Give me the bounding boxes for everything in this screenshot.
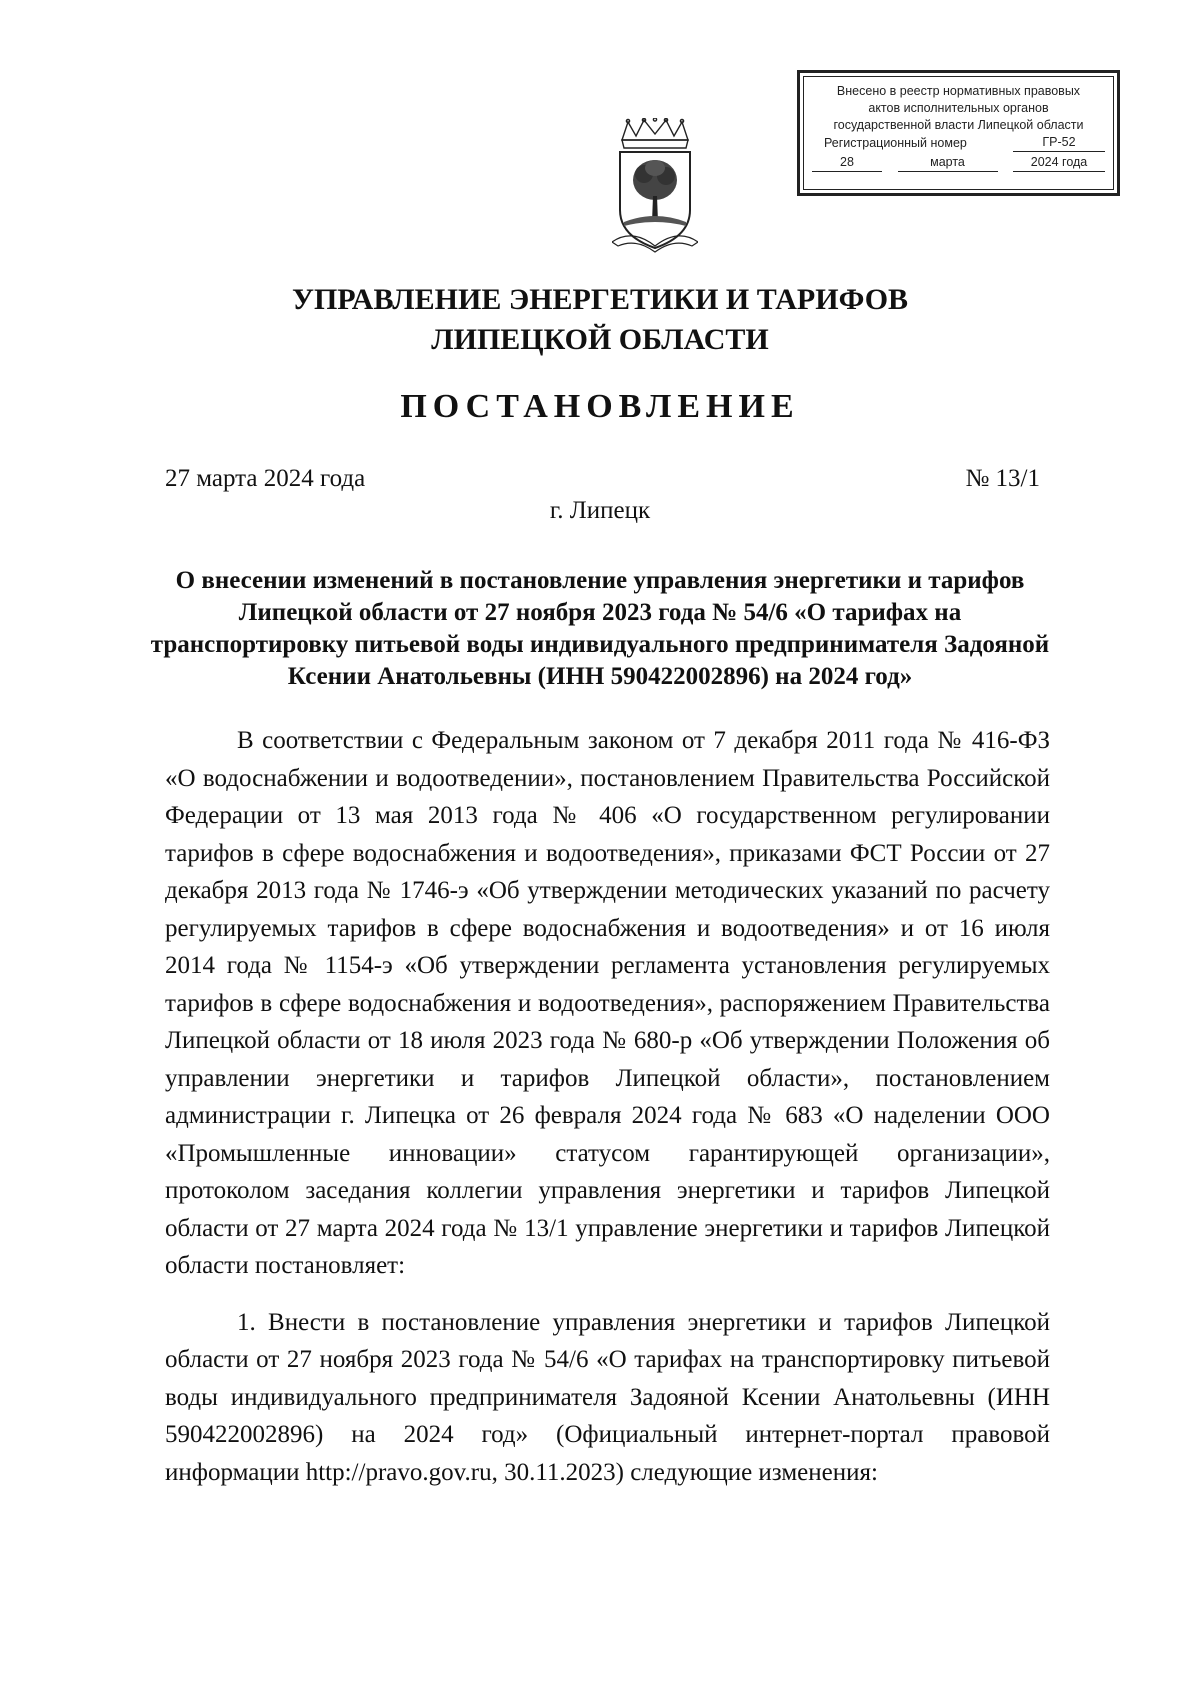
stamp-day: 28 <box>812 154 882 172</box>
document-title: О внесении изменений в постановление управления энергетики и тарифов Липецкой области от 27 ноября 2023 года № 54/6 «О тарифах на транспортировку питьевой воды индивидуального предпринимателя Задояной Ксении Анатольевны (ИНН 590422002896) на 2024 год» <box>150 567 1050 690</box>
document-type: ПОСТАНОВЛЕНИЕ <box>400 388 800 425</box>
body-paragraph-1: В соответствии с Федеральным законом от 7 декабря 2011 года № 416-ФЗ «О водоснабжении и водоотведении», постановлением Правительства Российской Федерации от 13 мая 2013 года № 406 «О государственном регулировании тарифов в сфере водоснабжения и водоотведения», приказами ФСТ России от 27 декабря 2013 года № 1746-э «Об утверждении методических указаний по расчету регулируемых тарифов в сфере водоснабжения и водоотведения» и от 16 июля 2014 года № 1154-э «Об утверждении регламента установления регулируемых тарифов в сфере водоснабжения и водоотведения», распоряжением Правительства Липецкой области от 18 июля 2023 года № 680-р «Об утверждении Положения об управлении энергетики и тарифов Липецкой области», постановлением администрации г. Липецка от 26 февраля 2024 года № 683 «О наделении ООО «Промышленные инновации» статусом гарантирующей организации», протоколом заседания коллегии управления энергетики и тарифов Липецкой области от 27 марта 2024 года № 13/1 управление энергетики и тарифов Липецкой области постановляет: <box>165 727 1050 1279</box>
organization-name-line-1: УПРАВЛЕНИЕ ЭНЕРГЕТИКИ И ТАРИФОВ <box>291 283 909 316</box>
stamp-reg-row <box>812 134 1105 152</box>
document-number: № 13/1 <box>965 465 1040 492</box>
document-body <box>165 722 1050 1491</box>
stamp-line-2: актов исполнительных органов <box>868 101 1049 115</box>
organization-name <box>0 280 1200 360</box>
stamp-date-row <box>812 154 1105 172</box>
registry-stamp-inner <box>803 76 1114 190</box>
registry-stamp <box>797 70 1120 196</box>
document-date: 27 марта 2024 года <box>165 465 366 492</box>
stamp-reg-number: ГР-52 <box>1013 134 1105 152</box>
organization-name-line-2: ЛИПЕЦКОЙ ОБЛАСТИ <box>431 323 769 356</box>
coat-of-arms-icon <box>612 118 698 258</box>
document-city: г. Липецк <box>549 497 651 524</box>
stamp-month: марта <box>898 154 998 172</box>
stamp-line-1: Внесено в реестр нормативных правовых <box>836 84 1081 98</box>
stamp-year: 2024 года <box>1013 154 1105 172</box>
stamp-line-3: государственной власти Липецкой области <box>833 118 1084 132</box>
stamp-reg-label: Регистрационный номер <box>824 136 967 150</box>
body-paragraph-2: 1. Внести в постановление управления энергетики и тарифов Липецкой области от 27 ноября 2023 года № 54/6 «О тарифах на транспортировку питьевой воды индивидуального предпринимателя Задояной Ксении Анатольевны (ИНН 590422002896) на 2024 год» (Официальный интернет-портал правовой информации http://pravo.gov.ru, 30.11.2023) следующие изменения: <box>165 1308 1050 1486</box>
